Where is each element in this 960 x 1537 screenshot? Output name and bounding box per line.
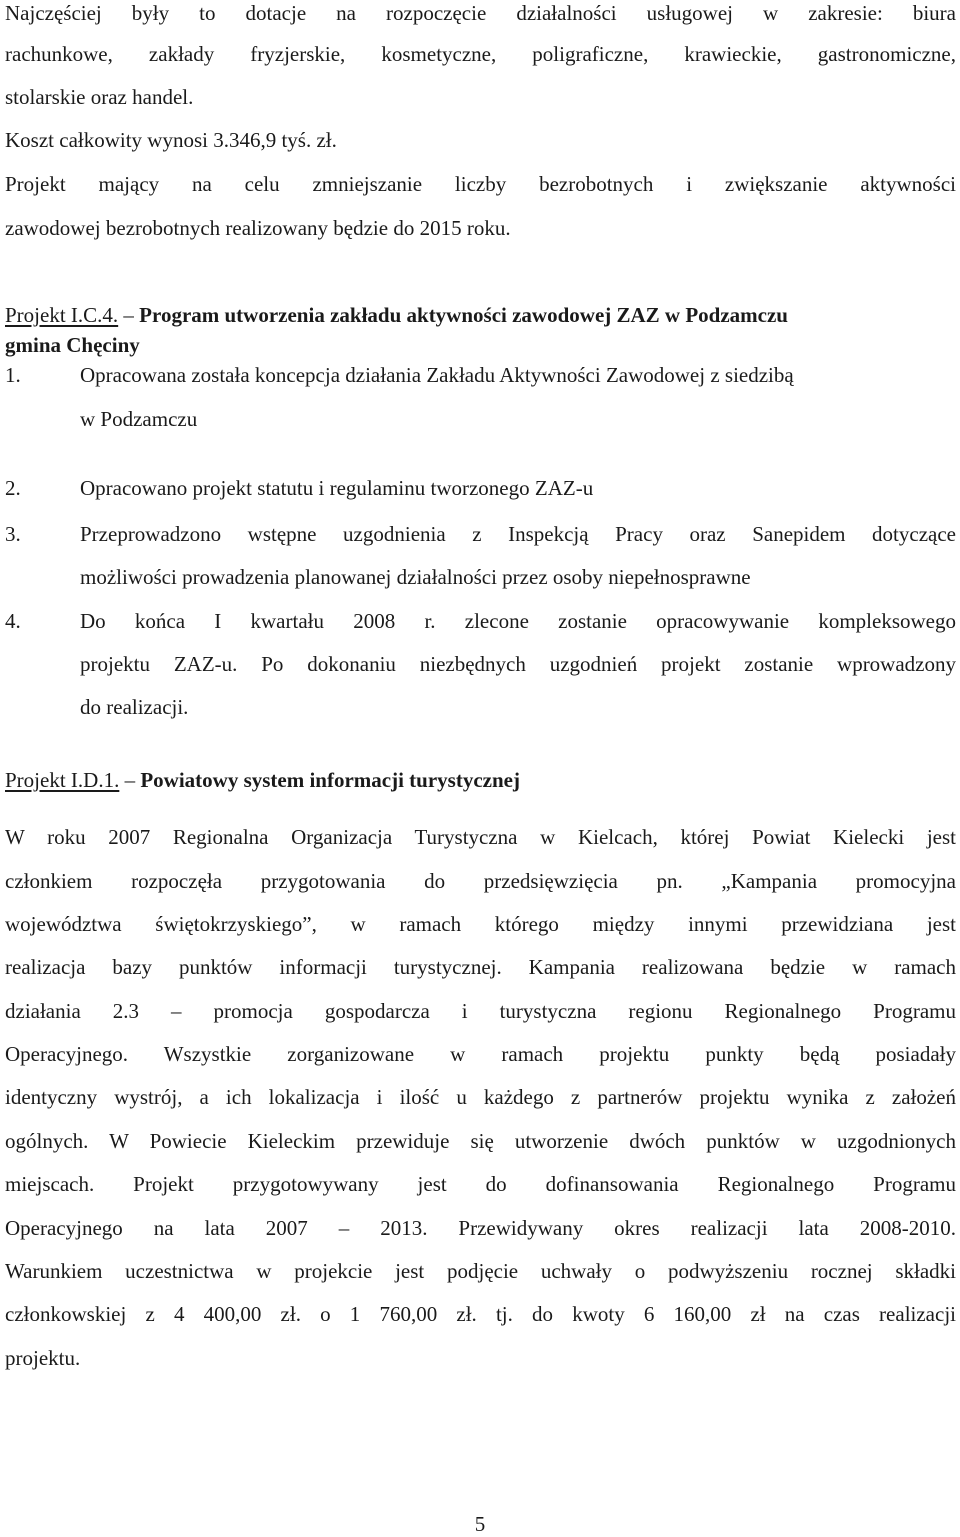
list-item-text: Opracowano projekt statutu i regulaminu tworzonego ZAZ-u [80, 476, 594, 500]
intro-line: rachunkowe, zakłady fryzjerskie, kosmetyczne, poligraficzne, krawieckie, gastronomiczne, [5, 42, 956, 66]
body-line: Operacyjnego na lata 2007 – 2013. Przewidywany okres realizacji lata 2008-2010. [5, 1216, 956, 1240]
list-number: 3. [5, 522, 21, 546]
list-item-text: Opracowana została koncepcja działania Zakładu Aktywności Zawodowej z siedzibą [80, 363, 794, 387]
list-item-text: Do końca I kwartału 2008 r. zlecone zostanie opracowywanie kompleksowego [80, 609, 956, 633]
project-d1-heading [5, 762, 956, 798]
body-line: W roku 2007 Regionalna Organizacja Turystyczna w Kielcach, której Powiat Kielecki jest [5, 825, 956, 849]
list-number: 2. [5, 476, 21, 500]
list-number: 1. [5, 363, 21, 387]
project-code: Projekt I.C.4. [5, 303, 119, 327]
intro-line: Projekt mający na celu zmniejszanie liczby bezrobotnych i zwiększanie aktywności [5, 172, 956, 196]
list-item-text: Przeprowadzono wstępne uzgodnienia z Inspekcją Pracy oraz Sanepidem dotyczące [80, 522, 956, 546]
body-line: działania 2.3 – promocja gospodarcza i turystyczna regionu Regionalnego Programu [5, 999, 956, 1023]
intro-line: zawodowej bezrobotnych realizowany będzie do 2015 roku. [5, 216, 511, 240]
project-title: Powiatowy system informacji turystycznej [140, 768, 520, 792]
page-number: 5 [474, 1512, 486, 1536]
list-item-text: do realizacji. [80, 695, 189, 719]
list-number: 4. [5, 609, 21, 633]
body-line: identyczny wystrój, a ich lokalizacja i ilość u każdego z partnerów projektu wynika z założeń [5, 1085, 956, 1109]
body-line: realizacja bazy punktów informacji turystycznej. Kampania realizowana będzie w ramach [5, 955, 956, 979]
body-line: Warunkiem uczestnictwa w projekcie jest podjęcie uchwały o podwyższeniu rocznej składki [5, 1259, 956, 1283]
intro-line: stolarskie oraz handel. [5, 85, 194, 109]
body-line: projektu. [5, 1346, 81, 1370]
body-line: członkowskiej z 4 400,00 zł. o 1 760,00 zł. tj. do kwoty 6 160,00 zł na czas realizacji [5, 1302, 956, 1326]
heading-dash: – [123, 303, 134, 327]
list-item-text: możliwości prowadzenia planowanej działalności przez osoby niepełnosprawne [80, 565, 751, 589]
list-item-text: projektu ZAZ-u. Po dokonaniu niezbędnych uzgodnień projekt zostanie wprowadzony [80, 652, 956, 676]
body-line: województwa świętokrzyskiego”, w ramach którego między innymi przewidziana jest [5, 912, 956, 936]
project-title: Program utworzenia zakładu aktywności zawodowej ZAZ w Podzamczu [139, 303, 788, 327]
project-code: Projekt I.D.1. [5, 768, 120, 792]
cost-line: Koszt całkowity wynosi 3.346,9 tyś. zł. [5, 128, 337, 152]
intro-line: Najczęściej były to dotacje na rozpoczęcie działalności usługowej w zakresie: biura [5, 1, 956, 25]
list-item-text: w Podzamczu [80, 407, 198, 431]
heading-dash: – [124, 768, 136, 792]
project-title-continued: gmina Chęciny [5, 333, 140, 357]
body-line: Operacyjnego. Wszystkie zorganizowane w ramach projektu punkty będą posiadały [5, 1042, 956, 1066]
body-line: miejscach. Projekt przygotowywany jest do dofinansowania Regionalnego Programu [5, 1172, 956, 1196]
body-line: członkiem rozpoczęła przygotowania do przedsięwzięcia pn. „Kampania promocyjna [5, 869, 956, 893]
body-line: ogólnych. W Powiecie Kieleckim przewiduje się utworzenie dwóch punktów w uzgodnionych [5, 1129, 956, 1153]
